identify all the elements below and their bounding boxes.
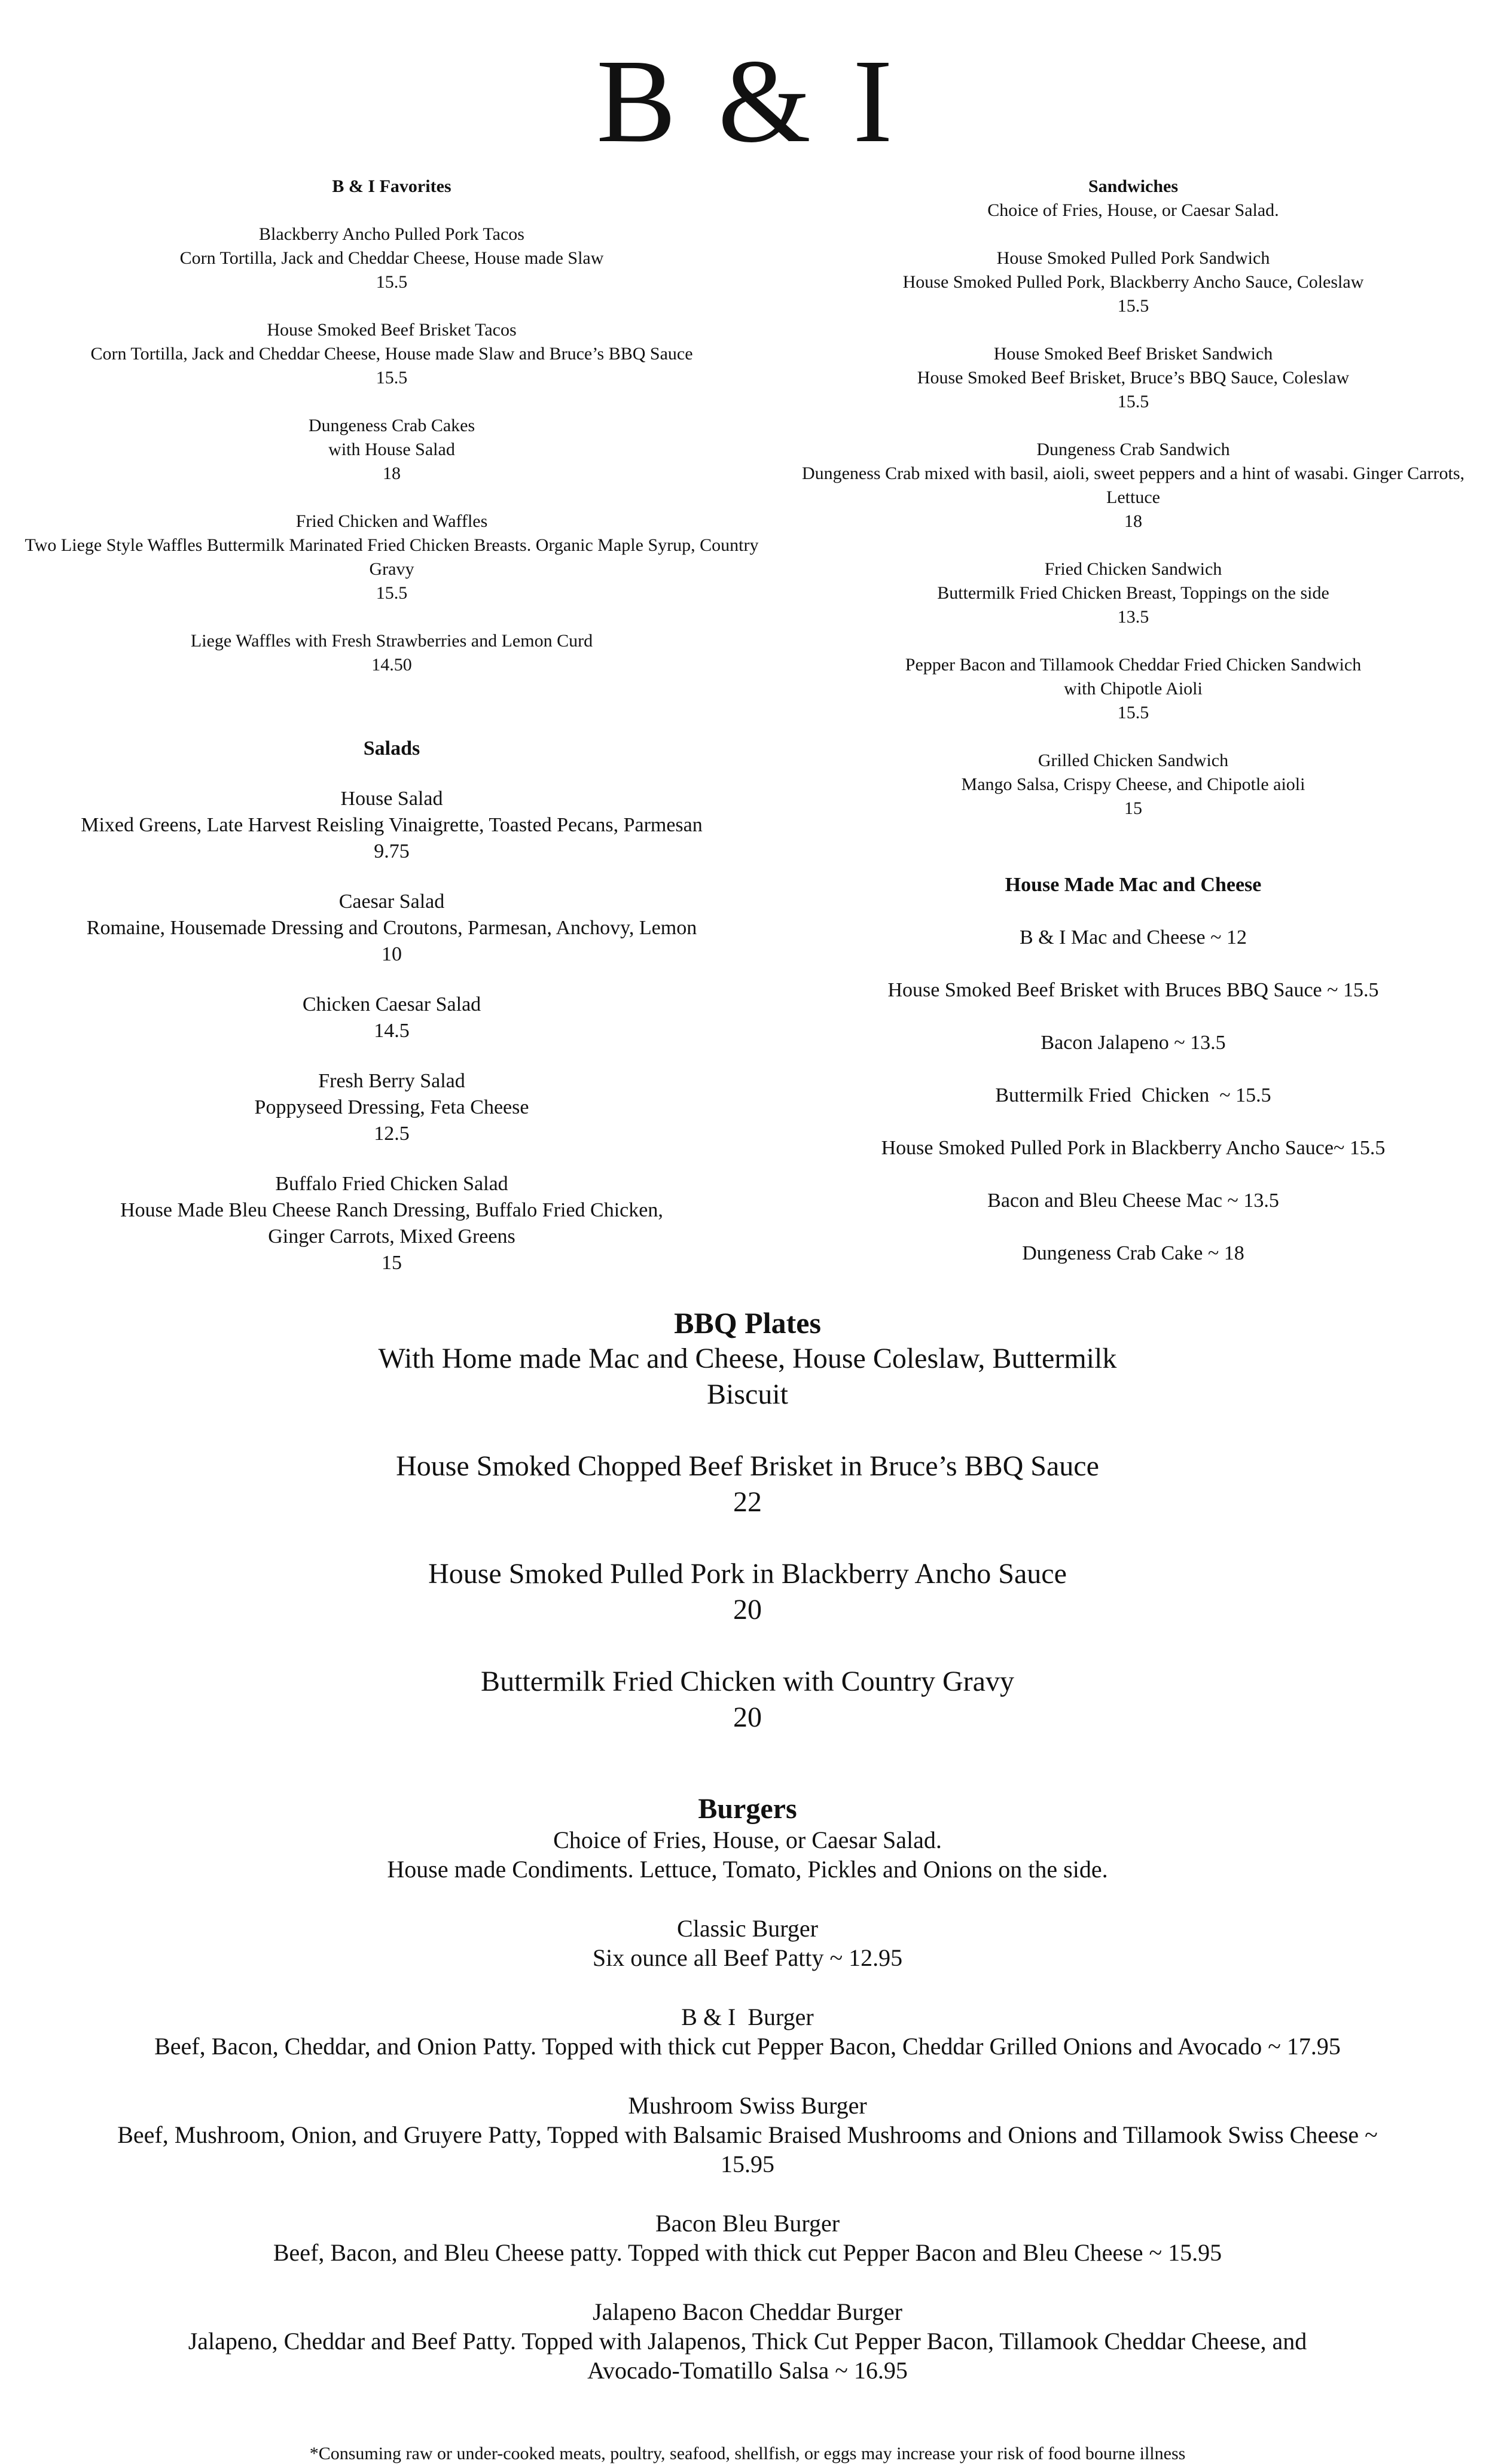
item-description: Dungeness Crab mixed with basil, aioli, sweet peppers and a hint of wasabi. Ginger Carrots, Lettuce bbox=[801, 463, 1465, 507]
menu-item bbox=[24, 786, 759, 865]
item-name: Grilled Chicken Sandwich bbox=[1038, 751, 1229, 770]
item-description: Romaine, Housemade Dressing and Croutons, Parmesan, Anchovy, Lemon bbox=[86, 917, 697, 939]
mac-item: Dungeness Crab Cake ~ 18 bbox=[1022, 1242, 1244, 1264]
menu-item bbox=[90, 2209, 1405, 2267]
menu-item bbox=[24, 318, 759, 390]
item-name: Bacon Bleu Burger bbox=[655, 2210, 840, 2237]
item-description: Poppyseed Dressing, Feta Cheese bbox=[254, 1096, 529, 1118]
item-name: Mushroom Swiss Burger bbox=[628, 2092, 867, 2119]
mac-item: B & I Mac and Cheese ~ 12 bbox=[1019, 926, 1247, 949]
mac-item: Buttermilk Fried Chicken ~ 15.5 bbox=[995, 1084, 1271, 1106]
item-price: 9.75 bbox=[374, 840, 410, 862]
item-name: Liege Waffles with Fresh Strawberries and Lemon Curd bbox=[190, 631, 593, 651]
item-description: Two Liege Style Waffles Buttermilk Marinated Fried Chicken Breasts. Organic Maple Syrup, Country Gravy bbox=[25, 535, 759, 579]
mac-section bbox=[795, 872, 1471, 1267]
mac-heading: House Made Mac and Cheese bbox=[1005, 874, 1262, 896]
item-price: 13.5 bbox=[1117, 607, 1149, 627]
menu-item bbox=[795, 653, 1471, 725]
mac-item: House Smoked Beef Brisket with Bruces BBQ Sauce ~ 15.5 bbox=[887, 979, 1379, 1001]
menu-item bbox=[24, 510, 759, 605]
menu-item bbox=[24, 1171, 759, 1276]
menu-item bbox=[24, 889, 759, 968]
item-description: House Made Bleu Cheese Ranch Dressing, Buffalo Fried Chicken, Ginger Carrots, Mixed Greens bbox=[120, 1199, 663, 1248]
item-price: 14.50 bbox=[371, 655, 412, 675]
item-description: Corn Tortilla, Jack and Cheddar Cheese, House made Slaw and Bruce’s BBQ Sauce bbox=[90, 344, 693, 364]
item-description: House Smoked Pulled Pork, Blackberry Ancho Sauce, Coleslaw bbox=[902, 272, 1364, 292]
menu-item bbox=[795, 438, 1471, 533]
bbq-section bbox=[239, 1305, 1256, 1736]
item-name: Caesar Salad bbox=[338, 891, 445, 913]
item-name: Fried Chicken Sandwich bbox=[1044, 559, 1222, 579]
menu-item bbox=[239, 1556, 1256, 1628]
salads-heading: Salads bbox=[363, 737, 420, 760]
item-price: 15.5 bbox=[376, 368, 408, 388]
menu-item bbox=[239, 1448, 1256, 1520]
item-description: with Chipotle Aioli bbox=[1064, 679, 1203, 699]
restaurant-title: B & I bbox=[596, 35, 899, 167]
menu-item bbox=[90, 2002, 1405, 2061]
sandwiches-heading: Sandwiches bbox=[1088, 176, 1179, 196]
item-name: House Smoked Chopped Beef Brisket in Bruce’s BBQ Sauce bbox=[396, 1450, 1099, 1482]
menu-item bbox=[24, 414, 759, 486]
burgers-section bbox=[90, 1793, 1405, 2385]
item-price: 20 bbox=[733, 1594, 762, 1626]
item-name: Pepper Bacon and Tillamook Cheddar Fried Chicken Sandwich bbox=[905, 655, 1362, 675]
menu-item bbox=[795, 342, 1471, 414]
item-price: 18 bbox=[383, 463, 401, 483]
item-name: Jalapeno Bacon Cheddar Burger bbox=[593, 2298, 902, 2325]
item-name: House Smoked Pulled Pork in Blackberry Ancho Sauce bbox=[428, 1558, 1067, 1590]
burgers-subheading: House made Condiments. Lettuce, Tomato, Pickles and Onions on the side. bbox=[387, 1856, 1108, 1883]
item-name: Fried Chicken and Waffles bbox=[295, 511, 488, 531]
menu-item bbox=[90, 1914, 1405, 1972]
item-name: Dungeness Crab Sandwich bbox=[1036, 440, 1230, 459]
item-name: Buffalo Fried Chicken Salad bbox=[275, 1173, 508, 1195]
food-safety-disclaimer: *Consuming raw or under-cooked meats, poultry, seafood, shellfish, or eggs may increase your risk of food bourne illness bbox=[309, 2444, 1186, 2463]
item-name: B & I Burger bbox=[681, 2003, 814, 2030]
menu-item bbox=[24, 222, 759, 294]
item-price: 15.5 bbox=[376, 583, 408, 603]
item-name: Classic Burger bbox=[677, 1915, 818, 1942]
item-price: 15 bbox=[1124, 798, 1142, 818]
menu-item bbox=[239, 1664, 1256, 1736]
item-price: 15.5 bbox=[1117, 703, 1149, 722]
item-name: Blackberry Ancho Pulled Pork Tacos bbox=[259, 224, 524, 244]
item-name: Dungeness Crab Cakes bbox=[308, 416, 475, 435]
menu-item bbox=[90, 2091, 1405, 2179]
item-description: Jalapeno, Cheddar and Beef Patty. Topped with Jalapenos, Thick Cut Pepper Bacon, Tillamook Cheddar Cheese, and Avocado-Tomatillo Salsa ~ 16.95 bbox=[188, 2328, 1307, 2384]
menu-item bbox=[795, 749, 1471, 821]
mac-item: Bacon Jalapeno ~ 13.5 bbox=[1041, 1032, 1226, 1054]
menu-item bbox=[90, 2297, 1405, 2385]
menu-item bbox=[795, 557, 1471, 629]
item-description: Corn Tortilla, Jack and Cheddar Cheese, House made Slaw bbox=[179, 248, 604, 268]
mac-item: House Smoked Pulled Pork in Blackberry Ancho Sauce~ 15.5 bbox=[881, 1137, 1386, 1159]
bbq-heading: BBQ Plates bbox=[674, 1306, 821, 1340]
favorites-section bbox=[24, 175, 759, 677]
item-name: House Smoked Beef Brisket Tacos bbox=[267, 320, 517, 340]
item-name: House Salad bbox=[340, 788, 443, 810]
salads-section bbox=[24, 736, 759, 1276]
item-price: 15.5 bbox=[376, 272, 408, 292]
item-price: 15.5 bbox=[1117, 392, 1149, 411]
item-description: Beef, Mushroom, Onion, and Gruyere Patty, Topped with Balsamic Braised Mushrooms and Onions and Tillamook Swiss Cheese ~ 15.95 bbox=[117, 2121, 1378, 2178]
item-name: House Smoked Pulled Pork Sandwich bbox=[996, 248, 1270, 268]
item-name: Fresh Berry Salad bbox=[318, 1070, 465, 1092]
bbq-subheading: With Home made Mac and Cheese, House Coleslaw, Buttermilk Biscuit bbox=[378, 1343, 1117, 1410]
item-description: Six ounce all Beef Patty ~ 12.95 bbox=[592, 1944, 903, 1971]
burgers-heading: Burgers bbox=[698, 1793, 797, 1825]
menu-item bbox=[24, 629, 759, 677]
menu-item bbox=[24, 1068, 759, 1147]
item-description: House Smoked Beef Brisket, Bruce’s BBQ Sauce, Coleslaw bbox=[917, 368, 1350, 388]
item-price: 15 bbox=[382, 1252, 402, 1274]
item-price: 22 bbox=[733, 1486, 762, 1518]
menu-item bbox=[795, 246, 1471, 318]
item-price: 15.5 bbox=[1117, 296, 1149, 316]
item-description: Buttermilk Fried Chicken Breast, Toppings on the side bbox=[937, 583, 1329, 603]
item-price: 18 bbox=[1124, 511, 1142, 531]
item-name: Buttermilk Fried Chicken with Country Gravy bbox=[481, 1666, 1014, 1697]
item-price: 20 bbox=[733, 1701, 762, 1733]
item-name: Chicken Caesar Salad bbox=[302, 993, 481, 1016]
sandwiches-section bbox=[795, 175, 1471, 821]
item-price: 12.5 bbox=[374, 1123, 410, 1145]
sandwiches-subheading: Choice of Fries, House, or Caesar Salad. bbox=[987, 200, 1279, 220]
item-name: House Smoked Beef Brisket Sandwich bbox=[993, 344, 1273, 364]
item-price: 14.5 bbox=[374, 1020, 410, 1042]
burgers-subheading: Choice of Fries, House, or Caesar Salad. bbox=[553, 1826, 942, 1853]
menu-item bbox=[24, 992, 759, 1044]
item-description: Beef, Bacon, Cheddar, and Onion Patty. Topped with thick cut Pepper Bacon, Cheddar Grilled Onions and Avocado ~ 17.95 bbox=[154, 2033, 1341, 2060]
item-description: with House Salad bbox=[328, 440, 455, 459]
mac-item: Bacon and Bleu Cheese Mac ~ 13.5 bbox=[987, 1190, 1279, 1212]
item-description: Mixed Greens, Late Harvest Reisling Vinaigrette, Toasted Pecans, Parmesan bbox=[81, 814, 703, 836]
favorites-heading: B & I Favorites bbox=[332, 176, 451, 196]
item-description: Beef, Bacon, and Bleu Cheese patty. Topped with thick cut Pepper Bacon and Bleu Cheese ~ 15.95 bbox=[273, 2239, 1222, 2266]
item-description: Mango Salsa, Crispy Cheese, and Chipotle aioli bbox=[961, 774, 1305, 794]
item-price: 10 bbox=[382, 943, 402, 965]
